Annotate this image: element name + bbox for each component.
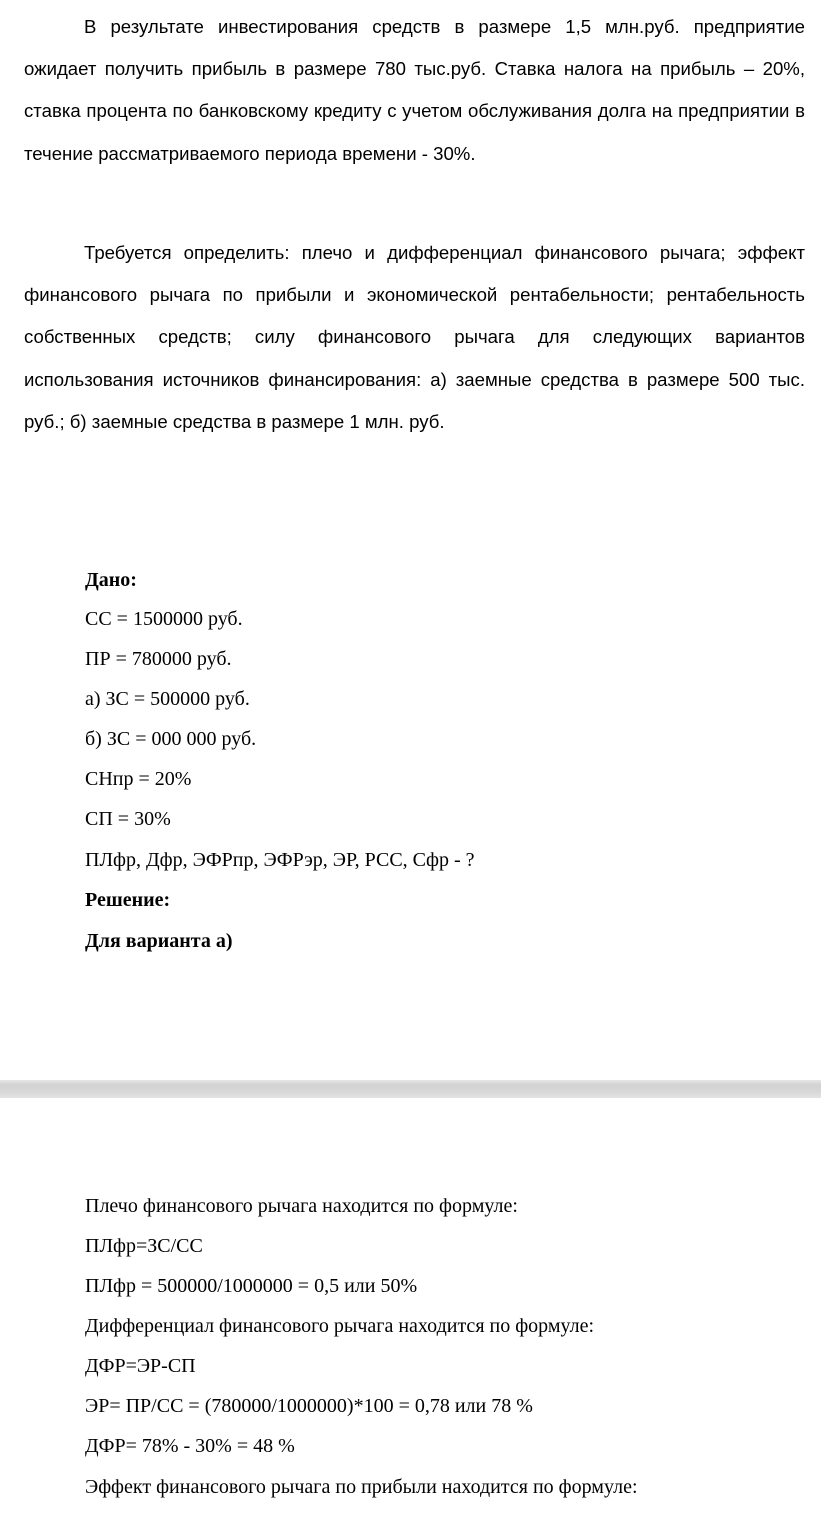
given-line-interest-rate: СП = 30% — [85, 808, 171, 830]
given-line-profit: ПР = 780000 руб. — [85, 648, 232, 670]
solution-line-differential-calc: ДФР= 78% - 30% = 48 % — [85, 1435, 295, 1457]
given-line-unknowns: ПЛфр, Дфр, ЭФРпр, ЭФРэр, ЭР, РСС, Сфр - ? — [85, 849, 475, 871]
solution-line-effect-formula-text: Эффект финансового рычага по прибыли находится по формуле: — [85, 1476, 638, 1498]
solution-line-leverage-formula: ПЛфр=ЗС/СС — [85, 1235, 203, 1257]
given-line-debt-a: а) ЗС = 500000 руб. — [85, 688, 250, 710]
problem-paragraph-2: Требуется определить: плечо и дифференциал финансового рычага; эффект финансового рычага по прибыли и экономической рентабельности; рентабельность собственных средств; силу финансового рычага для следующих вариантов использования источников финансирования: а) заемные средства в размере 500 тыс. руб.; б) заемные средства в размере 1 млн. руб. — [24, 242, 805, 432]
solution-line-differential-formula-text: Дифференциал финансового рычага находится по формуле: — [85, 1315, 595, 1337]
solution-line-leverage-calc: ПЛфр = 500000/1000000 = 0,5 или 50% — [85, 1275, 418, 1297]
solution-line-leverage-formula-text: Плечо финансового рычага находится по формуле: — [85, 1195, 518, 1217]
variant-a-heading: Для варианта а) — [85, 930, 233, 952]
document-page-2 — [0, 1098, 821, 1515]
solution-line-differential-formula: ДФР=ЭР-СП — [85, 1355, 196, 1377]
given-line-tax-rate: СНпр = 20% — [85, 768, 192, 790]
page-separator — [0, 1080, 821, 1098]
given-line-debt-b: б) ЗС = 000 000 руб. — [85, 728, 257, 750]
solution-heading: Решение: — [85, 889, 171, 911]
solution-line-economic-return-calc: ЭР= ПР/СС = (780000/1000000)*100 = 0,78 или 78 % — [85, 1395, 533, 1417]
given-line-equity: СС = 1500000 руб. — [85, 608, 243, 630]
problem-paragraph-1: В результате инвестирования средств в размере 1,5 млн.руб. предприятие ожидает получить прибыль в размере 780 тыс.руб. Ставка налога на прибыль – 20%, ставка процента по банковскому кредиту с учетом обслуживания долга на предприятии в течение рассматриваемого периода времени - 30%. — [24, 16, 805, 164]
given-heading: Дано: — [85, 569, 137, 591]
